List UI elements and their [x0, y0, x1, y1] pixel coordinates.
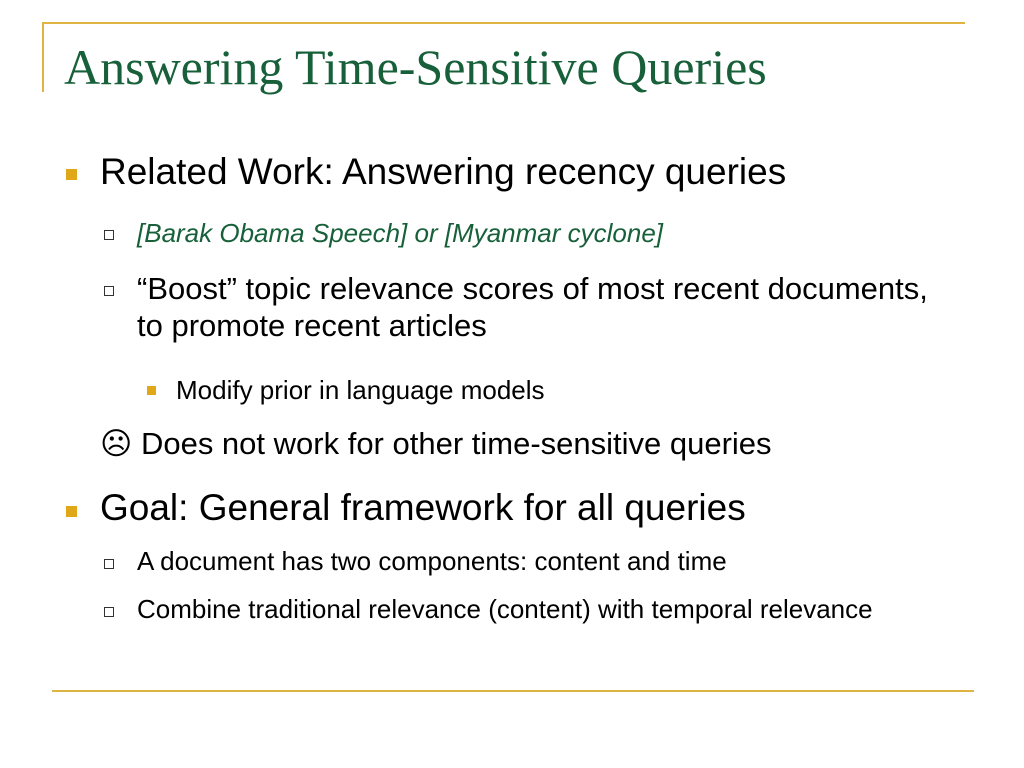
square-bullet-icon	[66, 169, 77, 180]
bullet-text: “Boost” topic relevance scores of most recent documents, to promote recent articles	[137, 271, 928, 343]
bullet-combine	[137, 593, 957, 626]
bullet-example-queries	[137, 217, 967, 250]
bullet-components	[137, 545, 967, 578]
bullet-text: Does not work for other time-sensitive queries	[140, 426, 772, 461]
bullet-goal	[100, 486, 746, 530]
bullet-text: Modify prior in language models	[176, 375, 545, 405]
frown-icon: ☹	[100, 426, 133, 461]
hollow-square-bullet-icon	[104, 607, 114, 617]
bullet-text: Combine traditional relevance (content) with temporal relevance	[137, 594, 873, 624]
square-bullet-icon	[147, 386, 156, 395]
hollow-square-bullet-icon	[104, 230, 114, 240]
slide-title: Answering Time-Sensitive Queries	[64, 39, 767, 95]
bullet-text: A document has two components: content and time	[137, 546, 727, 576]
footer-line	[52, 690, 974, 692]
bullet-text: [Barak Obama Speech] or [Myanmar cyclone]	[137, 218, 664, 248]
frown-line	[100, 425, 772, 462]
square-bullet-icon	[66, 506, 77, 517]
bullet-related-work	[100, 150, 786, 194]
bullet-modify-prior	[176, 374, 545, 406]
hollow-square-bullet-icon	[104, 559, 114, 569]
bullet-text: Related Work: Answering recency queries	[100, 151, 787, 192]
bullet-boost	[137, 270, 957, 344]
top-border-line	[42, 22, 965, 24]
bullet-text: Goal: General framework for all queries	[100, 487, 746, 528]
left-border-line	[42, 22, 44, 92]
hollow-square-bullet-icon	[104, 286, 114, 296]
